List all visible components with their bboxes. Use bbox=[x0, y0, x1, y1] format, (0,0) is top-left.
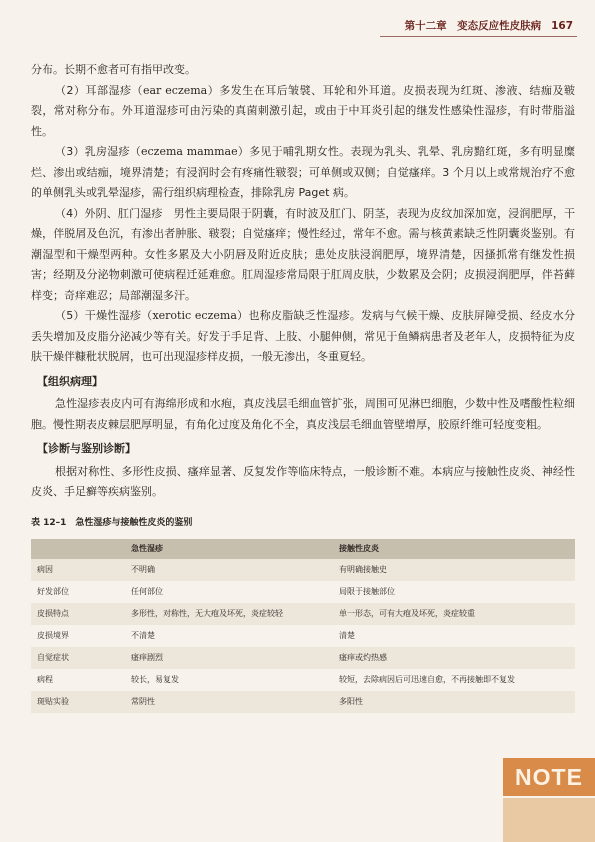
table-cell: 不清楚 bbox=[131, 631, 155, 640]
section-heading-diagnosis: 【诊断与鉴别诊断】 bbox=[37, 442, 136, 455]
table-cell: 病因 bbox=[37, 565, 53, 574]
section-heading-histopathology: 【组织病理】 bbox=[37, 374, 103, 388]
table-row bbox=[31, 691, 575, 713]
table-cell: 不明确 bbox=[131, 565, 155, 574]
table-row bbox=[31, 603, 575, 625]
table-cell: 较短，去除病因后可迅速自愈，不再接触即不复发 bbox=[339, 675, 515, 684]
table-cell: 清楚 bbox=[339, 631, 355, 640]
table-cell: 常阴性 bbox=[131, 697, 155, 706]
table-cell: 自觉症状 bbox=[37, 653, 69, 662]
table-cell: 病程 bbox=[37, 675, 53, 684]
table-cell: 多阳性 bbox=[339, 697, 363, 706]
item-heading: （5）干燥性湿疹（ bbox=[55, 309, 153, 322]
table-header-cell: 接触性皮炎 bbox=[339, 544, 379, 553]
header-divider bbox=[380, 36, 577, 37]
table-header-cell bbox=[31, 539, 125, 559]
table-cell: 任何部位 bbox=[131, 587, 163, 596]
english-term: eczema mammae bbox=[140, 145, 238, 158]
item-heading: （3）乳房湿疹（ bbox=[55, 145, 141, 158]
table-cell: 瘙痒剧烈 bbox=[131, 653, 163, 662]
comparison-table bbox=[31, 539, 575, 713]
paragraph-xerotic-eczema bbox=[31, 306, 575, 368]
note-badge: NOTE bbox=[503, 758, 595, 796]
table-cell: 有明确接触史 bbox=[339, 565, 387, 574]
chapter-title: 第十二章 变态反应性皮肤病 bbox=[404, 20, 542, 32]
table-cell: 好发部位 bbox=[37, 587, 69, 596]
paragraph-genital-anal-eczema: （4）外阴、肛门湿疹 男性主要局限于阴囊，有时波及肛门、阴茎，表现为皮纹加深加宽，浸润肥厚，干燥，伴脱屑及色沉，有渗出者肿胀、皲裂；自觉瘙痒；慢性经过，常年不愈。需与核黄素缺乏性阴囊炎鉴别。有潮湿型和干燥型两种。女性多累及大小阴唇及附近皮肤；患处皮肤浸润肥厚，境界清楚，因搔抓常有继发性损害；经期及分泌物刺激可使病程迁延难愈。肛周湿疹常局限于肛周皮肤，少数累及会阴；皮损浸润肥厚，伴苔藓样变；奇痒难忍；局部潮湿多汗。 bbox=[31, 206, 575, 302]
table-cell: 多形性，对称性，无大疱及坏死，炎症较轻 bbox=[131, 609, 283, 618]
paragraph-breast-eczema bbox=[31, 142, 575, 204]
table-cell: 瘙痒或灼热感 bbox=[339, 653, 387, 662]
page-body bbox=[31, 60, 575, 713]
table-cell: 皮损境界 bbox=[37, 631, 69, 640]
table-cell: 斑贴实验 bbox=[37, 697, 69, 706]
table-row bbox=[31, 559, 575, 581]
paragraph-continuation: 分布。长期不愈者可有指甲改变。 bbox=[31, 63, 196, 76]
table-row bbox=[31, 625, 575, 647]
table-row bbox=[31, 647, 575, 669]
table-cell: 单一形态，可有大疱及坏死，炎症较重 bbox=[339, 609, 475, 618]
table-row bbox=[31, 669, 575, 691]
table-cell: 皮损特点 bbox=[37, 609, 69, 618]
english-term: ear eczema bbox=[142, 83, 208, 97]
margin-decoration bbox=[503, 798, 595, 842]
table-header-row bbox=[31, 539, 575, 559]
table-caption: 表 12–1 急性湿疹与接触性皮炎的鉴别 bbox=[31, 517, 193, 528]
english-term: xerotic eczema bbox=[152, 309, 237, 322]
running-header bbox=[405, 18, 573, 33]
paragraph-ear-eczema bbox=[31, 81, 575, 143]
paragraph-histopathology: 急性湿疹表皮内可有海绵形成和水疱，真皮浅层毛细血管扩张，周围可见淋巴细胞，少数中性及嗜酸性粒细胞。慢性期表皮棘层肥厚明显，有角化过度及角化不全，真皮浅层毛细血管壁增厚，胶原纤维可轻度变粗。 bbox=[31, 397, 575, 431]
item-body: ）多见于哺乳期女性。表现为乳头、乳晕、乳房黯红斑，多有明显糜烂、渗出或结痂，境界清楚；有浸润时会有疼痛性皲裂；可单侧或双侧；自觉瘙痒。3 个月以上或常规治疗不愈的单侧乳头或乳晕湿疹，需行组织病理检查，排除乳房 Paget 病。 bbox=[31, 145, 576, 199]
paragraph-diagnosis: 根据对称性、多形性皮损、瘙痒显著、反复发作等临床特点，一般诊断不难。本病应与接触性皮炎、神经性皮炎、手足癣等疾病鉴别。 bbox=[31, 464, 575, 498]
table-cell: 较长，易复发 bbox=[131, 675, 179, 684]
item-body: ）多发生在耳后皱襞、耳轮和外耳道。皮损表现为红斑、渗液、结痂及皲裂，常对称分布。外耳道湿疹可由污染的真菌刺激引起，或由于中耳炎引起的继发性感染性湿疹，有时带脂溢性。 bbox=[31, 83, 576, 138]
table-row bbox=[31, 581, 575, 603]
table-cell: 局限于接触部位 bbox=[339, 587, 395, 596]
table-header-cell: 急性湿疹 bbox=[131, 544, 163, 553]
item-body: ）也称皮脂缺乏性湿疹。发病与气候干燥、皮肤屏障受损、经皮水分丢失增加及皮脂分泌减少等有关。好发于手足背、上肢、小腿伸侧，常见于鱼鳞病患者及老年人，皮损特征为皮肤干燥伴糠秕状脱屑，也可出现湿疹样皮损，一般无渗出，冬重夏轻。 bbox=[31, 309, 576, 363]
item-heading: （2）耳部湿疹（ bbox=[55, 83, 143, 97]
page-number: 167 bbox=[551, 20, 573, 32]
